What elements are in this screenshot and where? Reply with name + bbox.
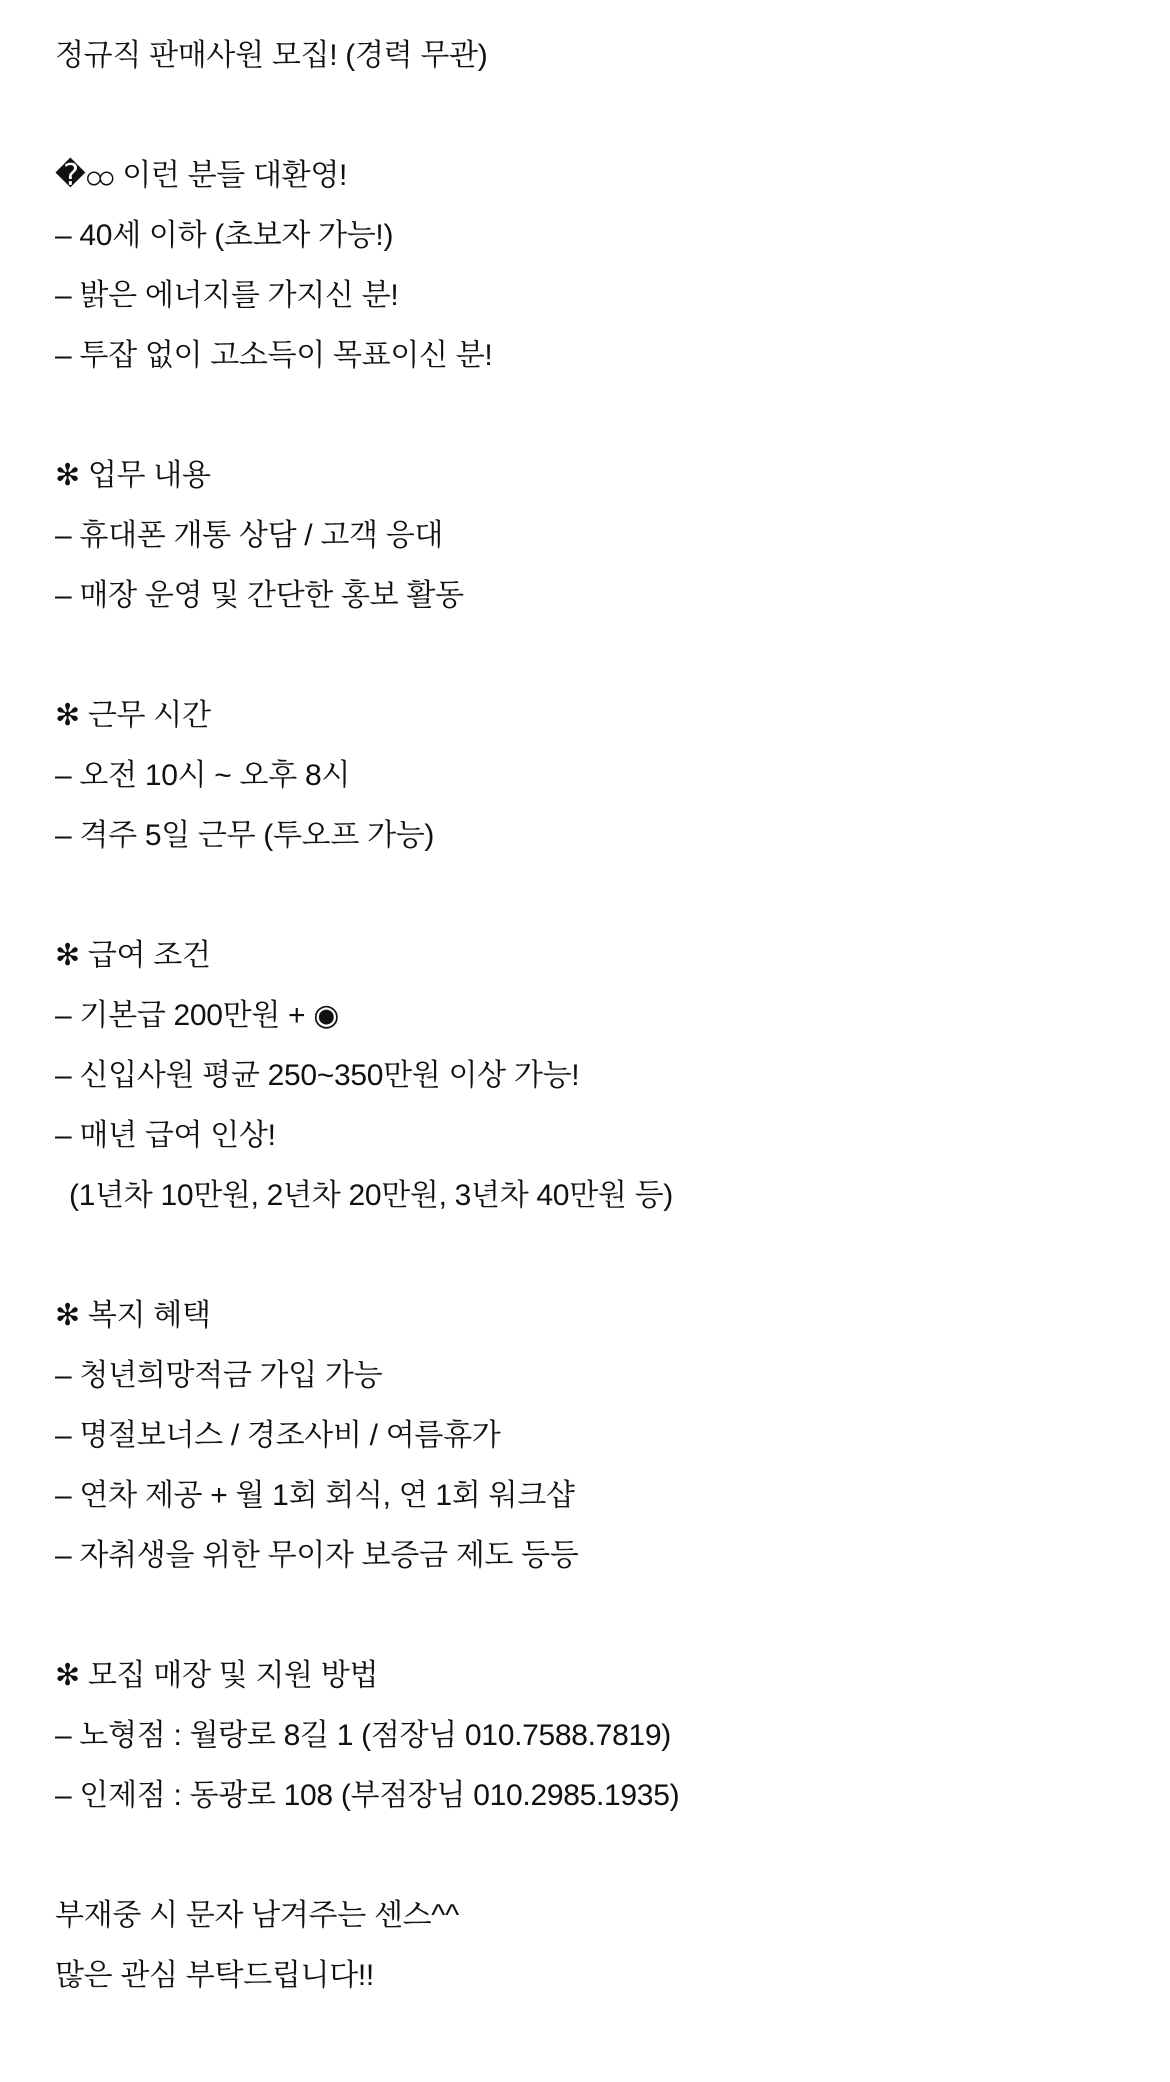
text-line-section-2-item-1: – 휴대폰 개통 상담 / 고객 응대 [55, 519, 444, 552]
text-line-section-4-item-3: – 매년 급여 인상! [55, 1119, 276, 1152]
text-line-section-5-item-3: – 연차 제공 + 월 1회 회식, 연 1회 워크샵 [55, 1479, 575, 1512]
text-line-section-3-heading: ✻ 근무 시간 [55, 699, 211, 732]
text-line-section-1-item-2: – 밝은 에너지를 가지신 분! [55, 279, 399, 312]
text-line-section-5-heading: ✻ 복지 혜택 [55, 1299, 211, 1332]
text-line-section-4-heading: ✻ 급여 조건 [55, 939, 211, 972]
text-line-section-3-item-2: – 격주 5일 근무 (투오프 가능) [55, 819, 435, 852]
text-line-section-4-item-4: (1년차 10만원, 2년차 20만원, 3년차 40만원 등) [69, 1179, 673, 1212]
document-text-body [55, 26, 1120, 2006]
text-line-section-1-item-1: – 40세 이하 (초보자 가능!) [55, 219, 394, 252]
text-line-blank-5 [55, 1226, 1120, 1286]
text-line-section-1-heading: �ထ 이런 분들 대환영! [55, 159, 348, 192]
text-line-section-3-item-1: – 오전 10시 ~ 오후 8시 [55, 759, 351, 792]
text-line-section-2-heading: ✻ 업무 내용 [55, 459, 211, 492]
text-line-blank-6 [55, 1586, 1120, 1646]
text-line-section-2-item-2: – 매장 운영 및 간단한 홍보 활동 [55, 579, 464, 612]
text-line-section-6-heading: ✻ 모집 매장 및 지원 방법 [55, 1659, 379, 1692]
text-line-section-5-item-1: – 청년희망적금 가입 가능 [55, 1359, 383, 1392]
text-line-closing-1: 부재중 시 문자 남겨주는 센스^^ [55, 1899, 459, 1932]
text-line-blank-4 [55, 866, 1120, 926]
text-line-blank-2 [55, 386, 1120, 446]
text-line-closing-2: 많은 관심 부탁드립니다!! [55, 1959, 374, 1992]
text-line-blank-1 [55, 86, 1120, 146]
text-line-title: 정규직 판매사원 모집! (경력 무관) [55, 39, 488, 72]
text-line-section-6-item-2: – 인제점 : 동광로 108 (부점장님 010.2985.1935) [55, 1779, 680, 1812]
text-line-section-4-item-2: – 신입사원 평균 250~350만원 이상 가능! [55, 1059, 580, 1092]
text-line-blank-7 [55, 1826, 1120, 1886]
text-line-section-1-item-3: – 투잡 없이 고소득이 목표이신 분! [55, 339, 493, 372]
text-line-section-5-item-4: – 자취생을 위한 무이자 보증금 제도 등등 [55, 1539, 579, 1572]
text-line-blank-3 [55, 626, 1120, 686]
text-line-section-5-item-2: – 명절보너스 / 경조사비 / 여름휴가 [55, 1419, 501, 1452]
text-line-section-6-item-1: – 노형점 : 월랑로 8길 1 (점장님 010.7588.7819) [55, 1719, 671, 1752]
text-line-section-4-item-1: – 기본급 200만원 + ◉ [55, 999, 340, 1032]
